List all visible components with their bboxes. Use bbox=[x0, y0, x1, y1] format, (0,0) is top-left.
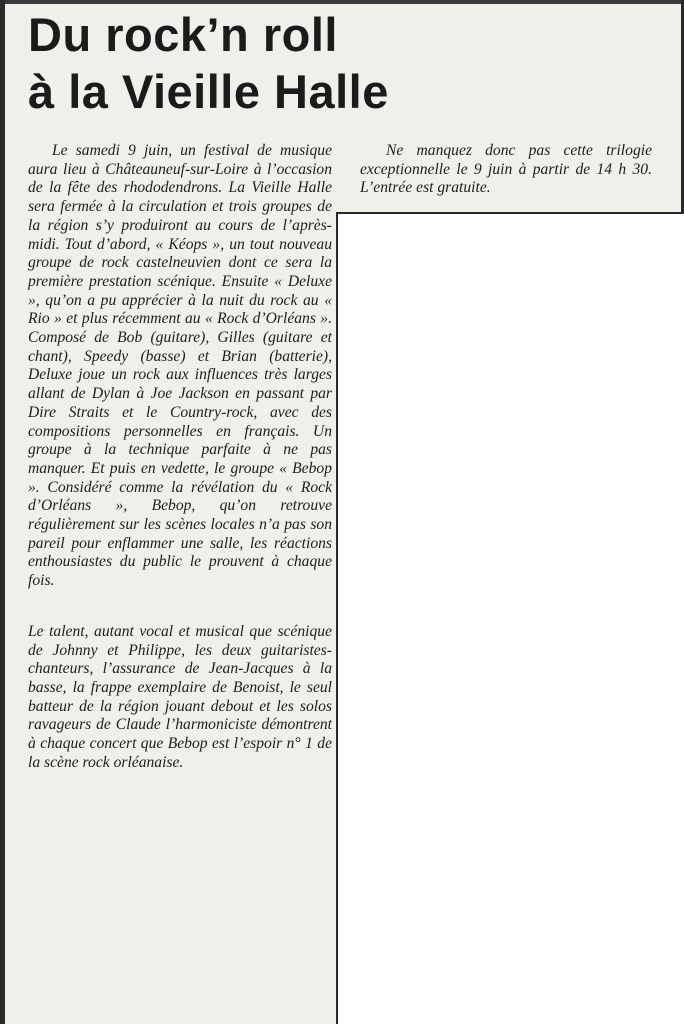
cut-edge-inner bbox=[336, 212, 338, 1024]
article-paragraph-2: Le talent, autant vocal et musical que scénique de Johnny et Philippe, les deux guitaristes-chanteurs, l’assurance de Jean-Jacques à la basse, la frappe exemplaire de Benoist, le seul batteur de la région jouant debout et les solos ravageurs de Claude l’harmoniciste démontrent à chaque concert que Bebop est l’espoir n° 1 de la scène rock orléanaise. bbox=[28, 622, 332, 771]
headline-line-2: à la Vieille Halle bbox=[28, 65, 389, 118]
article-headline bbox=[28, 6, 648, 120]
headline-line-1: Du rock’n roll bbox=[28, 8, 338, 61]
article-column-left bbox=[28, 142, 332, 773]
cut-edge-left bbox=[0, 0, 5, 1024]
article-column-right bbox=[360, 142, 652, 198]
cut-edge-top bbox=[0, 0, 684, 4]
cut-edge-step bbox=[338, 212, 684, 214]
blank-area bbox=[338, 214, 684, 1024]
article-paragraph-3: Ne manquez donc pas cette trilogie exceptionnelle le 9 juin à partir de 14 h 30. L’entrée est gratuite. bbox=[360, 142, 652, 197]
article-paragraph-1: Le samedi 9 juin, un festival de musique aura lieu à Châteauneuf-sur-Loire à l’occasion de la fête des rhododendrons. La Vieille Halle sera fermée à la circulation et trois groupes de la région s’y produiront au cours de l’après-midi. Tout d’abord, « Kéops », un tout nouveau groupe de rock castelneuvien dont ce sera la première prestation scénique. Ensuite « Deluxe », qu’on a pu apprécier à la nuit du rock au « Rio » et plus récemment au « Rock d’Orléans ». Composé de Bob (guitare), Gilles (guitare et chant), Speedy (basse) et Brian (batterie), Deluxe joue un rock aux influences très larges allant de Dylan à Joe Jackson en passant par Dire Straits et le Country-rock, avec des compositions personnelles en français. Un groupe à la technique parfaite à ne pas manquer. Et puis en vedette, le groupe « Bebop ». Considéré comme la révélation du « Rock d’Orléans », Bebop, qu’on retrouve régulièrement sur les scènes locales n’a pas son pareil pour enflammer une salle, les réactions enthousiastes du public le prouvent à chaque fois. bbox=[28, 142, 332, 590]
